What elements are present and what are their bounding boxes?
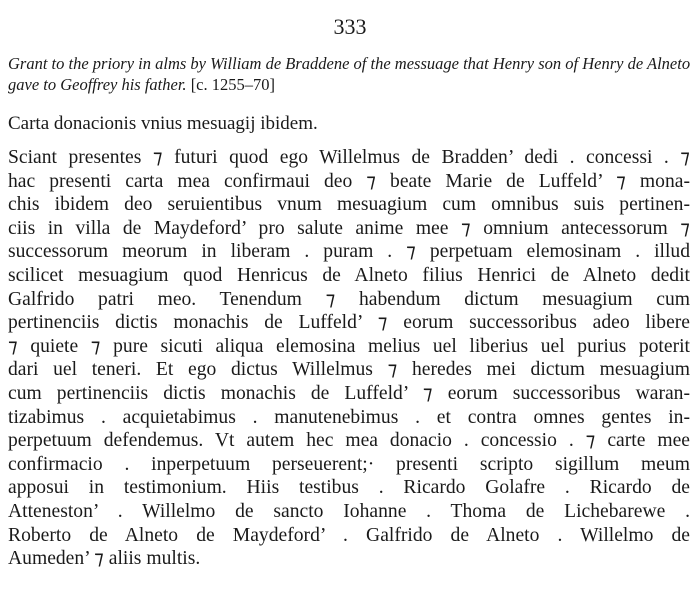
document-heading [8,53,694,95]
text-line: Sciant presentes ⁊ futuri quod ego Willelmus de Bradden’ dedi . concessi . ⁊ [8,147,690,168]
text-line: scilicet mesuagium quod Henricus de Alneto filius Henrici de Alneto dedit [8,264,690,286]
text-line: perpetuum defendemus. Vt autem hec mea donacio . concessio . ⁊ carte mee [8,430,690,452]
text-line: Aumeden’ ⁊ aliis multis. [8,548,201,570]
heading-date: [c. 1255–70] [190,75,276,94]
text-line: hac presenti carta mea confirmaui deo ⁊ beate Marie de Luffeld’ ⁊ mona- [8,170,690,192]
text-line: ⁊ quiete ⁊ pure sicuti aliqua elemosina melius uel liberius uel purius poterit [8,335,690,357]
text-line: apposui in testimonium. Hiis testibus . Ricardo Golafre . Ricardo de [8,477,690,499]
charter-text [8,146,690,571]
heading-line-1: Grant to the priory in alms by William de Braddene of the messuage that Henry son of Henry de [8,54,644,73]
text-line: confirmacio . inperpetuum perseuerent;· presenti scripto sigillum meum [8,453,690,475]
text-line: chis ibidem deo seruientibus vnum mesuagium cum omnibus suis pertinen- [8,194,690,216]
text-line: cum pertinenciis dictis monachis de Luffeld’ ⁊ eorum successoribus waran- [8,382,690,404]
text-line: Roberto de Alneto de Maydeford’ . Galfrido de Alneto . Willelmo de [8,524,690,546]
text-line: Atteneston’ . Willelmo de sancto Iohanne . Thoma de Lichebarewe . [8,500,690,522]
text-line: dari uel teneri. Et ego dictus Willelmus ⁊ heredes mei dictum mesuagium [8,359,690,381]
text-line: successorum meorum in liberam . puram . ⁊ perpetuam elemosinam . illud [8,241,690,263]
text-line: ciis in villa de Maydeford’ pro salute anime mee ⁊ omnium antecessorum ⁊ [8,217,690,239]
text-line: pertinenciis dictis monachis de Luffeld’ ⁊ eorum successoribus adeo libere [8,312,690,334]
text-line: tizabimus . acquietabimus . manutenebimus . et contra omnes gentes in- [8,406,690,428]
heading-line-2: Alneto gave to Geoffrey his father. [8,54,691,94]
text-line: Galfrido patri meo. Tenendum ⁊ habendum dictum mesuagium cum [8,288,690,310]
charter-title: Carta donacionis vnius mesuagij ibidem. [8,113,318,134]
document-number: 333 [333,14,367,39]
